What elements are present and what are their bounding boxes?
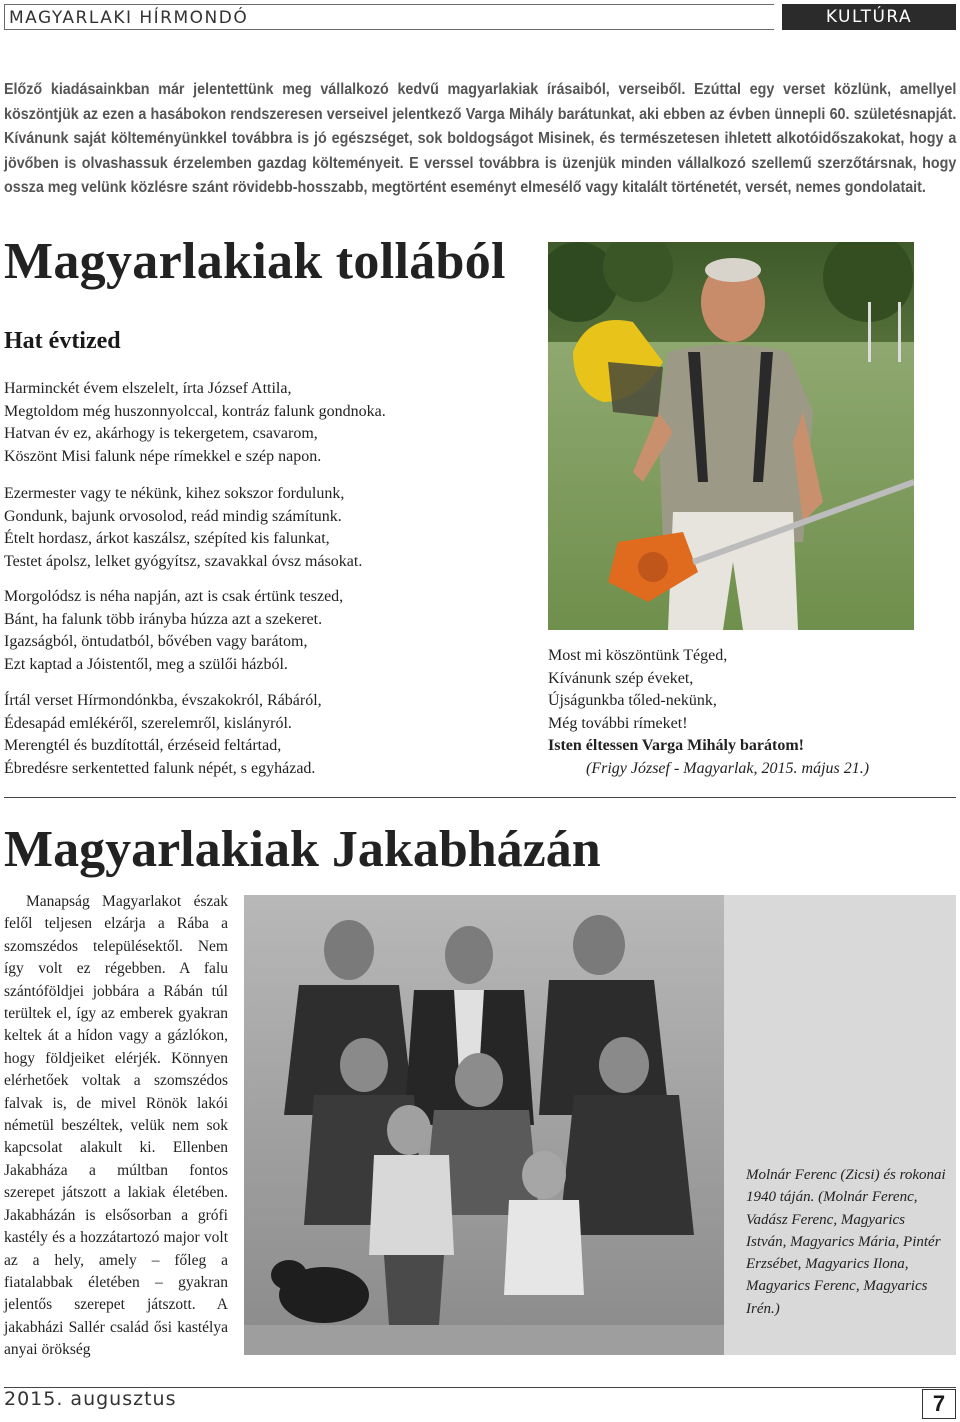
poem-line: Ébredésre serkentetted falunk népét, s egyházad. bbox=[4, 759, 316, 777]
poem-line: Megtoldom még huszonnyolccal, kontráz falunk gondnoka. bbox=[4, 402, 386, 420]
page-number: 7 bbox=[922, 1389, 956, 1419]
poem-line: Írtál verset Hírmondónkba, évszakokról, Rábáról, bbox=[4, 692, 322, 709]
photo-man-illustration bbox=[548, 242, 914, 630]
section-title-jakabhazan: Magyarlakiak Jakabházán bbox=[4, 821, 601, 878]
poem-line: Ezermester vagy te nékünk, kihez sokszor fordulunk, bbox=[4, 485, 345, 502]
poem-stanza-2 bbox=[4, 483, 534, 573]
poem-line: Ételt hordasz, árkot kaszálsz, szépíted kis falunkat, bbox=[4, 530, 330, 547]
section-divider bbox=[4, 797, 956, 798]
publication-name: MAGYARLAKI HÍRMONDÓ bbox=[4, 4, 774, 30]
poem-stanza-1 bbox=[4, 378, 534, 468]
issue-date: 2015. augusztus bbox=[4, 1388, 177, 1410]
poem-line: Hatvan év ez, akárhogy is tekergetem, csavarom, bbox=[4, 425, 318, 442]
poem-line: Morgolódsz is néha napján, azt is csak értünk teszed, bbox=[4, 588, 344, 605]
poem-line: Bánt, ha falunk több irányba húzza azt a szekeret. bbox=[4, 610, 323, 628]
photo-family-illustration bbox=[244, 895, 724, 1355]
greeting-line: Most mi köszöntünk Téged, bbox=[548, 647, 728, 664]
article-body: Manapság Magyarlakot észak felől teljesen elzárja a Rába a szomszédos településektől. Nem így volt ez régebben. A falu szántóföldjei jobbára a Rábán túl terültek el, így az emberek gyakran keltek át a hídon vagy a gázlókon, hogy földjeiket elérjék. Könnyen elérhetőek voltak a szomszédos falvak is, de mivel Rönök lakói németül beszéltek, velük nem sok kapcsolat alakult ki. Ellenben Jakabháza a múltban fontos szerepet játszott a lakiak életében. Jakabházán is elsősorban a grófi kastély és a hozzátartozó major volt az a hely, amely – főleg a fiatalabbak életében – gyakran jelentős szerepet játszott. A jakabházi Sallér család ősi kastélya anyai örökség bbox=[4, 893, 228, 1359]
greeting-line: Kívánunk szép éveket, bbox=[548, 669, 694, 687]
poem-title: Hat évtized bbox=[4, 328, 121, 354]
photo-man-with-trimmer bbox=[548, 242, 914, 630]
poem-line: Édesapád emlékéről, szerelemről, kislányról. bbox=[4, 714, 292, 732]
greeting-line: Újságunkba tőled-nekünk, bbox=[548, 692, 717, 709]
poem-line: Gondunk, bajunk orvosolod, reád mindig számítunk. bbox=[4, 507, 342, 525]
poem-line: Köszönt Misi falunk népe rímekkel e szép napon. bbox=[4, 447, 322, 465]
section-title-tollabol: Magyarlakiak tollából bbox=[4, 233, 506, 290]
greeting-line: Még további rímeket! bbox=[548, 714, 688, 732]
poem-line: Harminckét évem elszelelt, írta József Attila, bbox=[4, 380, 292, 397]
greeting-verse bbox=[548, 645, 948, 780]
section-label: KULTÚRA bbox=[782, 4, 956, 30]
greeting-signature: (Frigy József - Magyarlak, 2015. május 21.) bbox=[586, 759, 870, 777]
poem-line: Merengtél és buzdítottál, érzéseid feltártad, bbox=[4, 737, 282, 754]
poem-line: Igazságból, öntudatból, bővében vagy barátom, bbox=[4, 633, 308, 650]
poem-stanza-4 bbox=[4, 690, 534, 780]
intro-paragraph: Előző kiadásainkban már jelentettünk meg vállalkozó kedvű magyarlakiak írásaiból, verseiből. Ezúttal egy verset közlünk, amellyel köszöntjük az ezen a hasábokon rendszeresen verseivel jelentkező Varga Mihály barátunkat, aki ebben az évben ünnepli 60. születésnapját. Kívánunk saját költeményünkkel továbbra is jó egészséget, sok boldogságot Misinek, és természetesen ihletett alkotóidőszakokat, hogy a jövőben is olvashassuk érzelemben gazdag költeményeit. E verssel továbbra is üzenjük minden vállalkozó szellemű szerzőtársnak, hogy ossza meg velünk közlésre szánt rövidebb-hosszabb, megtörtént eseményt elmesélő vagy kitalált történetét, versét, nemes gondolatait. bbox=[4, 81, 957, 197]
photo-family-1940 bbox=[244, 895, 724, 1355]
photo-caption: Molnár Ferenc (Zicsi) és rokonai 1940 táján. (Molnár Ferenc, Vadász Ferenc, Magyarics István, Magyarics Mária, Pintér Erzsébet, Magyarics Ilona, Magyarics Ferenc, Magyarics Irén.) bbox=[746, 1167, 946, 1317]
poem-line: Testet ápolsz, lelket gyógyítsz, szavakkal óvsz másokat. bbox=[4, 552, 363, 570]
poem-line: Ezt kaptad a Jóistentől, meg a szülői házból. bbox=[4, 655, 288, 673]
poem-stanza-3 bbox=[4, 586, 534, 676]
greeting-bold-line: Isten éltessen Varga Mihály barátom! bbox=[548, 737, 804, 754]
